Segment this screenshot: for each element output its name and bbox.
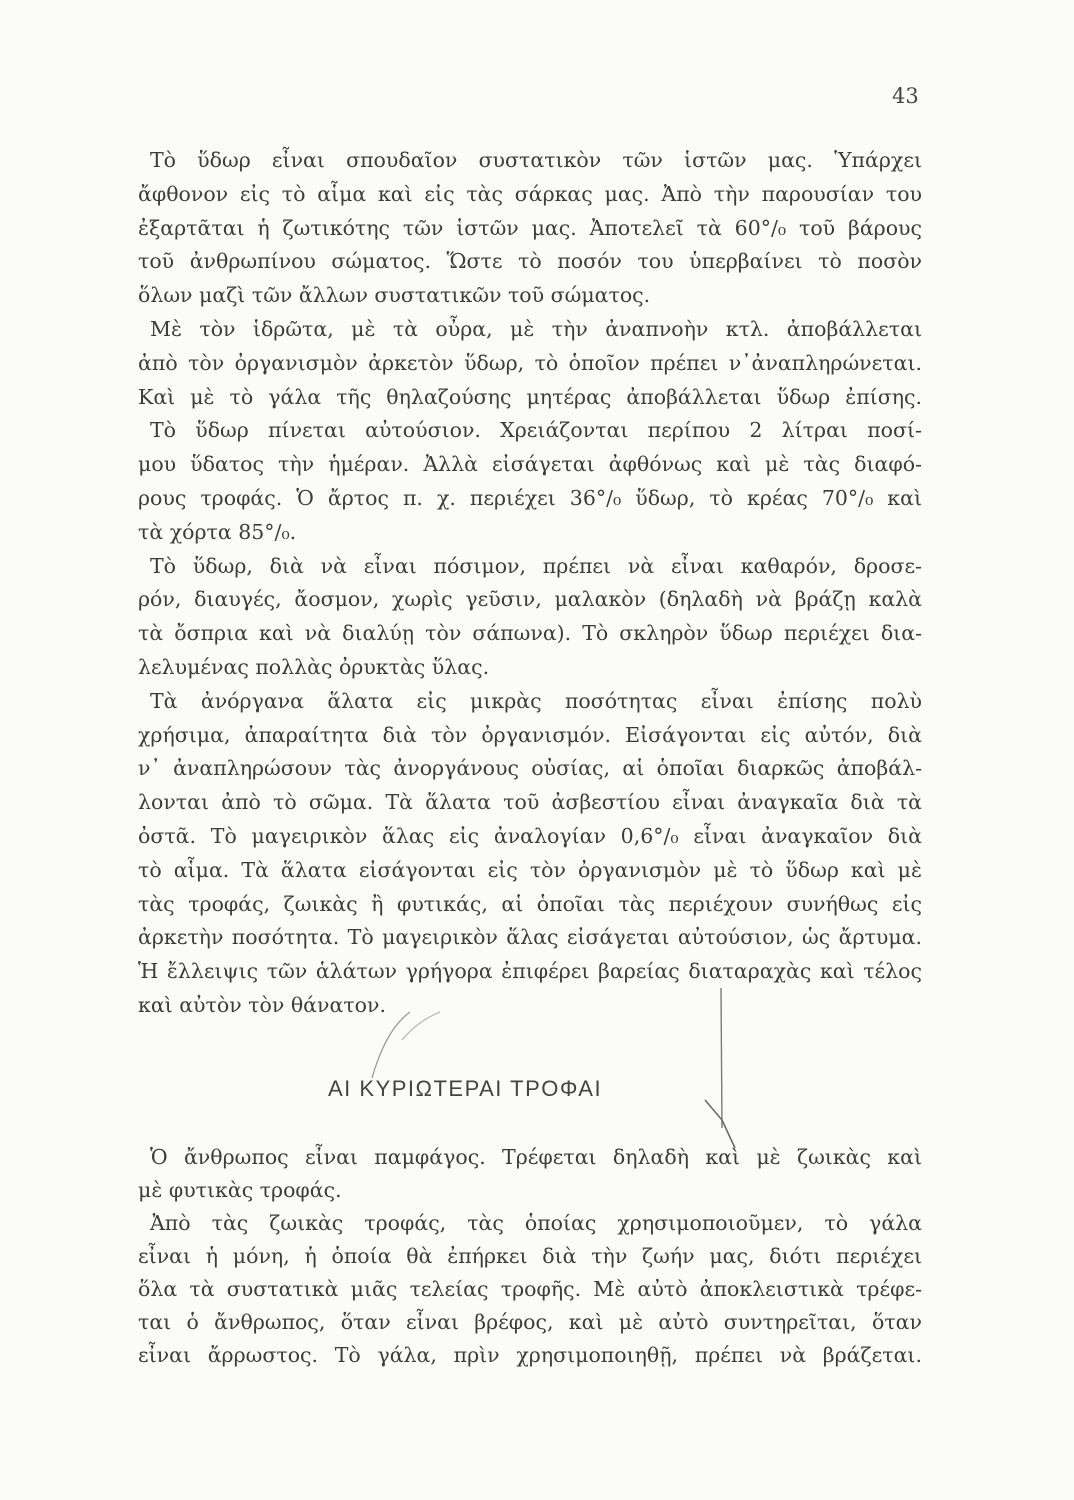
text-line: Τὸ ὕδωρ πίνεται αὐτούσιον. Χρειάζονται περίπου 2 λίτραι ποσί- [150,418,922,443]
text-line: Ἡ ἔλλειψις τῶν ἁλάτων γρήγορα ἐπιφέρει βαρείας διαταραχὰς καὶ τέλος [138,959,922,984]
text-line: ν᾿ ἀναπληρώσουν τὰς ἀνοργάνους οὐσίας, αἱ ὁποῖαι διαρκῶς ἀποβάλ- [138,756,922,781]
section-heading: ΑΙ ΚΥΡΙΩΤΕΡΑΙ ΤΡΟΦΑΙ [328,1076,603,1101]
text-line: μὲ φυτικὰς τροφάς. [138,1178,342,1202]
text-line: τὰ ὄσπρια καὶ νὰ διαλύῃ τὸν σάπωνα). Τὸ σκληρὸν ὕδωρ περιέχει δια- [138,621,922,646]
text-line: Μὲ τὸν ἱδρῶτα, μὲ τὰ οὖρα, μὲ τὴν ἀναπνοὴν κτλ. ἀποβάλλεται [150,317,922,341]
text-line: Ἀπὸ τὰς ζωικὰς τροφάς, τὰς ὁποίας χρησιμοποιοῦμεν, τὸ γάλα [150,1211,922,1235]
text-line: τὸ αἷμα. Τὰ ἅλατα εἰσάγονται εἰς τὸν ὀργανισμὸν μὲ τὸ ὕδωρ καὶ μὲ [138,857,922,882]
text-line: ἀρκετὴν ποσότητα. Τὸ μαγειρικὸν ἅλας εἰσάγεται αὐτούσιον, ὡς ἄρτυμα. [138,925,922,950]
text-line: Ὁ ἄνθρωπος εἶναι παμφάγος. Τρέφεται δηλαδὴ καὶ μὲ ζωικὰς καὶ [150,1145,922,1169]
text-line: λονται ἀπὸ τὸ σῶμα. Τὰ ἅλατα τοῦ ἀσβεστίου εἶναι ἀναγκαῖα διὰ τὰ [138,790,922,815]
text-line: ὅλα τὰ συστατικὰ μιᾶς τελείας τροφῆς. Μὲ αὐτὸ ἀποκλειστικὰ τρέφε- [138,1277,922,1301]
text-line: εἶναι ἡ μόνη, ἡ ὁποία θὰ ἐπήρκει διὰ τὴν ζωήν μας, διότι περιέχει [138,1244,922,1268]
text-line: τοῦ ἀνθρωπίνου σώματος. Ὥστε τὸ ποσόν του ὑπερβαίνει τὸ ποσὸν [138,249,922,274]
text-line: λελυμένας πολλὰς ὀρυκτὰς ὕλας. [138,655,490,679]
text-line: καὶ αὐτὸν τὸν θάνατον. [138,993,386,1017]
text-line: ἀπὸ τὸν ὀργανισμὸν ἀρκετὸν ὕδωρ, τὸ ὁποῖον πρέπει ν᾿ἀναπληρώνεται. [138,350,922,375]
text-line: ὀστᾶ. Τὸ μαγειρικὸν ἅλας εἰς ἀναλογίαν 0,6°/₀ εἶναι ἀναγκαῖον διὰ [138,824,922,848]
text-line: ρόν, διαυγές, ἄοσμον, χωρὶς γεῦσιν, μαλακὸν (δηλαδὴ νὰ βράζῃ καλὰ [138,587,922,612]
text-line: ἄφθονον εἰς τὸ αἷμα καὶ εἰς τὰς σάρκας μας. Ἀπὸ τὴν παρουσίαν του [138,181,922,206]
text-line: τὰς τροφάς, ζωικὰς ἢ φυτικάς, αἱ ὁποῖαι τὰς περιέχουν συνήθως εἰς [138,891,922,916]
text-line: Τὸ ὕδωρ εἶναι σπουδαῖον συστατικὸν τῶν ἱστῶν μας. Ὑπάρχει [150,148,922,172]
text-line: μου ὕδατος τὴν ἡμέραν. Ἀλλὰ εἰσάγεται ἀφθόνως καὶ μὲ τὰς διαφό- [138,452,922,477]
page-number: 43 [892,84,919,108]
text-line: εἶναι ἄρρωστος. Τὸ γάλα, πρὶν χρησιμοποιηθῇ, πρέπει νὰ βράζεται. [138,1343,922,1367]
text-line: Καὶ μὲ τὸ γάλα τῆς θηλαζούσης μητέρας ἀποβάλλεται ὕδωρ ἐπίσης. [138,384,922,409]
text-line: ρους τροφάς. Ὁ ἄρτος π. χ. περιέχει 36°/₀ ὕδωρ, τὸ κρέας 70°/₀ καὶ [138,486,922,510]
text-line: ὅλων μαζὶ τῶν ἄλλων συστατικῶν τοῦ σώματος. [138,283,651,308]
text-line: Τὸ ὕδωρ, διὰ νὰ εἶναι πόσιμον, πρέπει νὰ εἶναι καθαρόν, δροσε- [150,553,922,578]
text-line: τὰ χόρτα 85°/₀. [138,519,297,544]
text-line: Τὰ ἀνόργανα ἅλατα εἰς μικρὰς ποσότητας εἶναι ἐπίσης πολὺ [150,688,922,713]
text-line: χρήσιμα, ἀπαραίτητα διὰ τὸν ὀργανισμόν. Εἰσάγονται εἰς αὐτόν, διὰ [138,722,922,747]
text-line: ται ὁ ἄνθρωπος, ὅταν εἶναι βρέφος, καὶ μὲ αὐτὸ συντηρεῖται, ὅταν [138,1310,922,1334]
text-line: ἐξαρτᾶται ἡ ζωτικότης τῶν ἱστῶν μας. Ἀποτελεῖ τὰ 60°/₀ τοῦ βάρους [138,215,922,240]
